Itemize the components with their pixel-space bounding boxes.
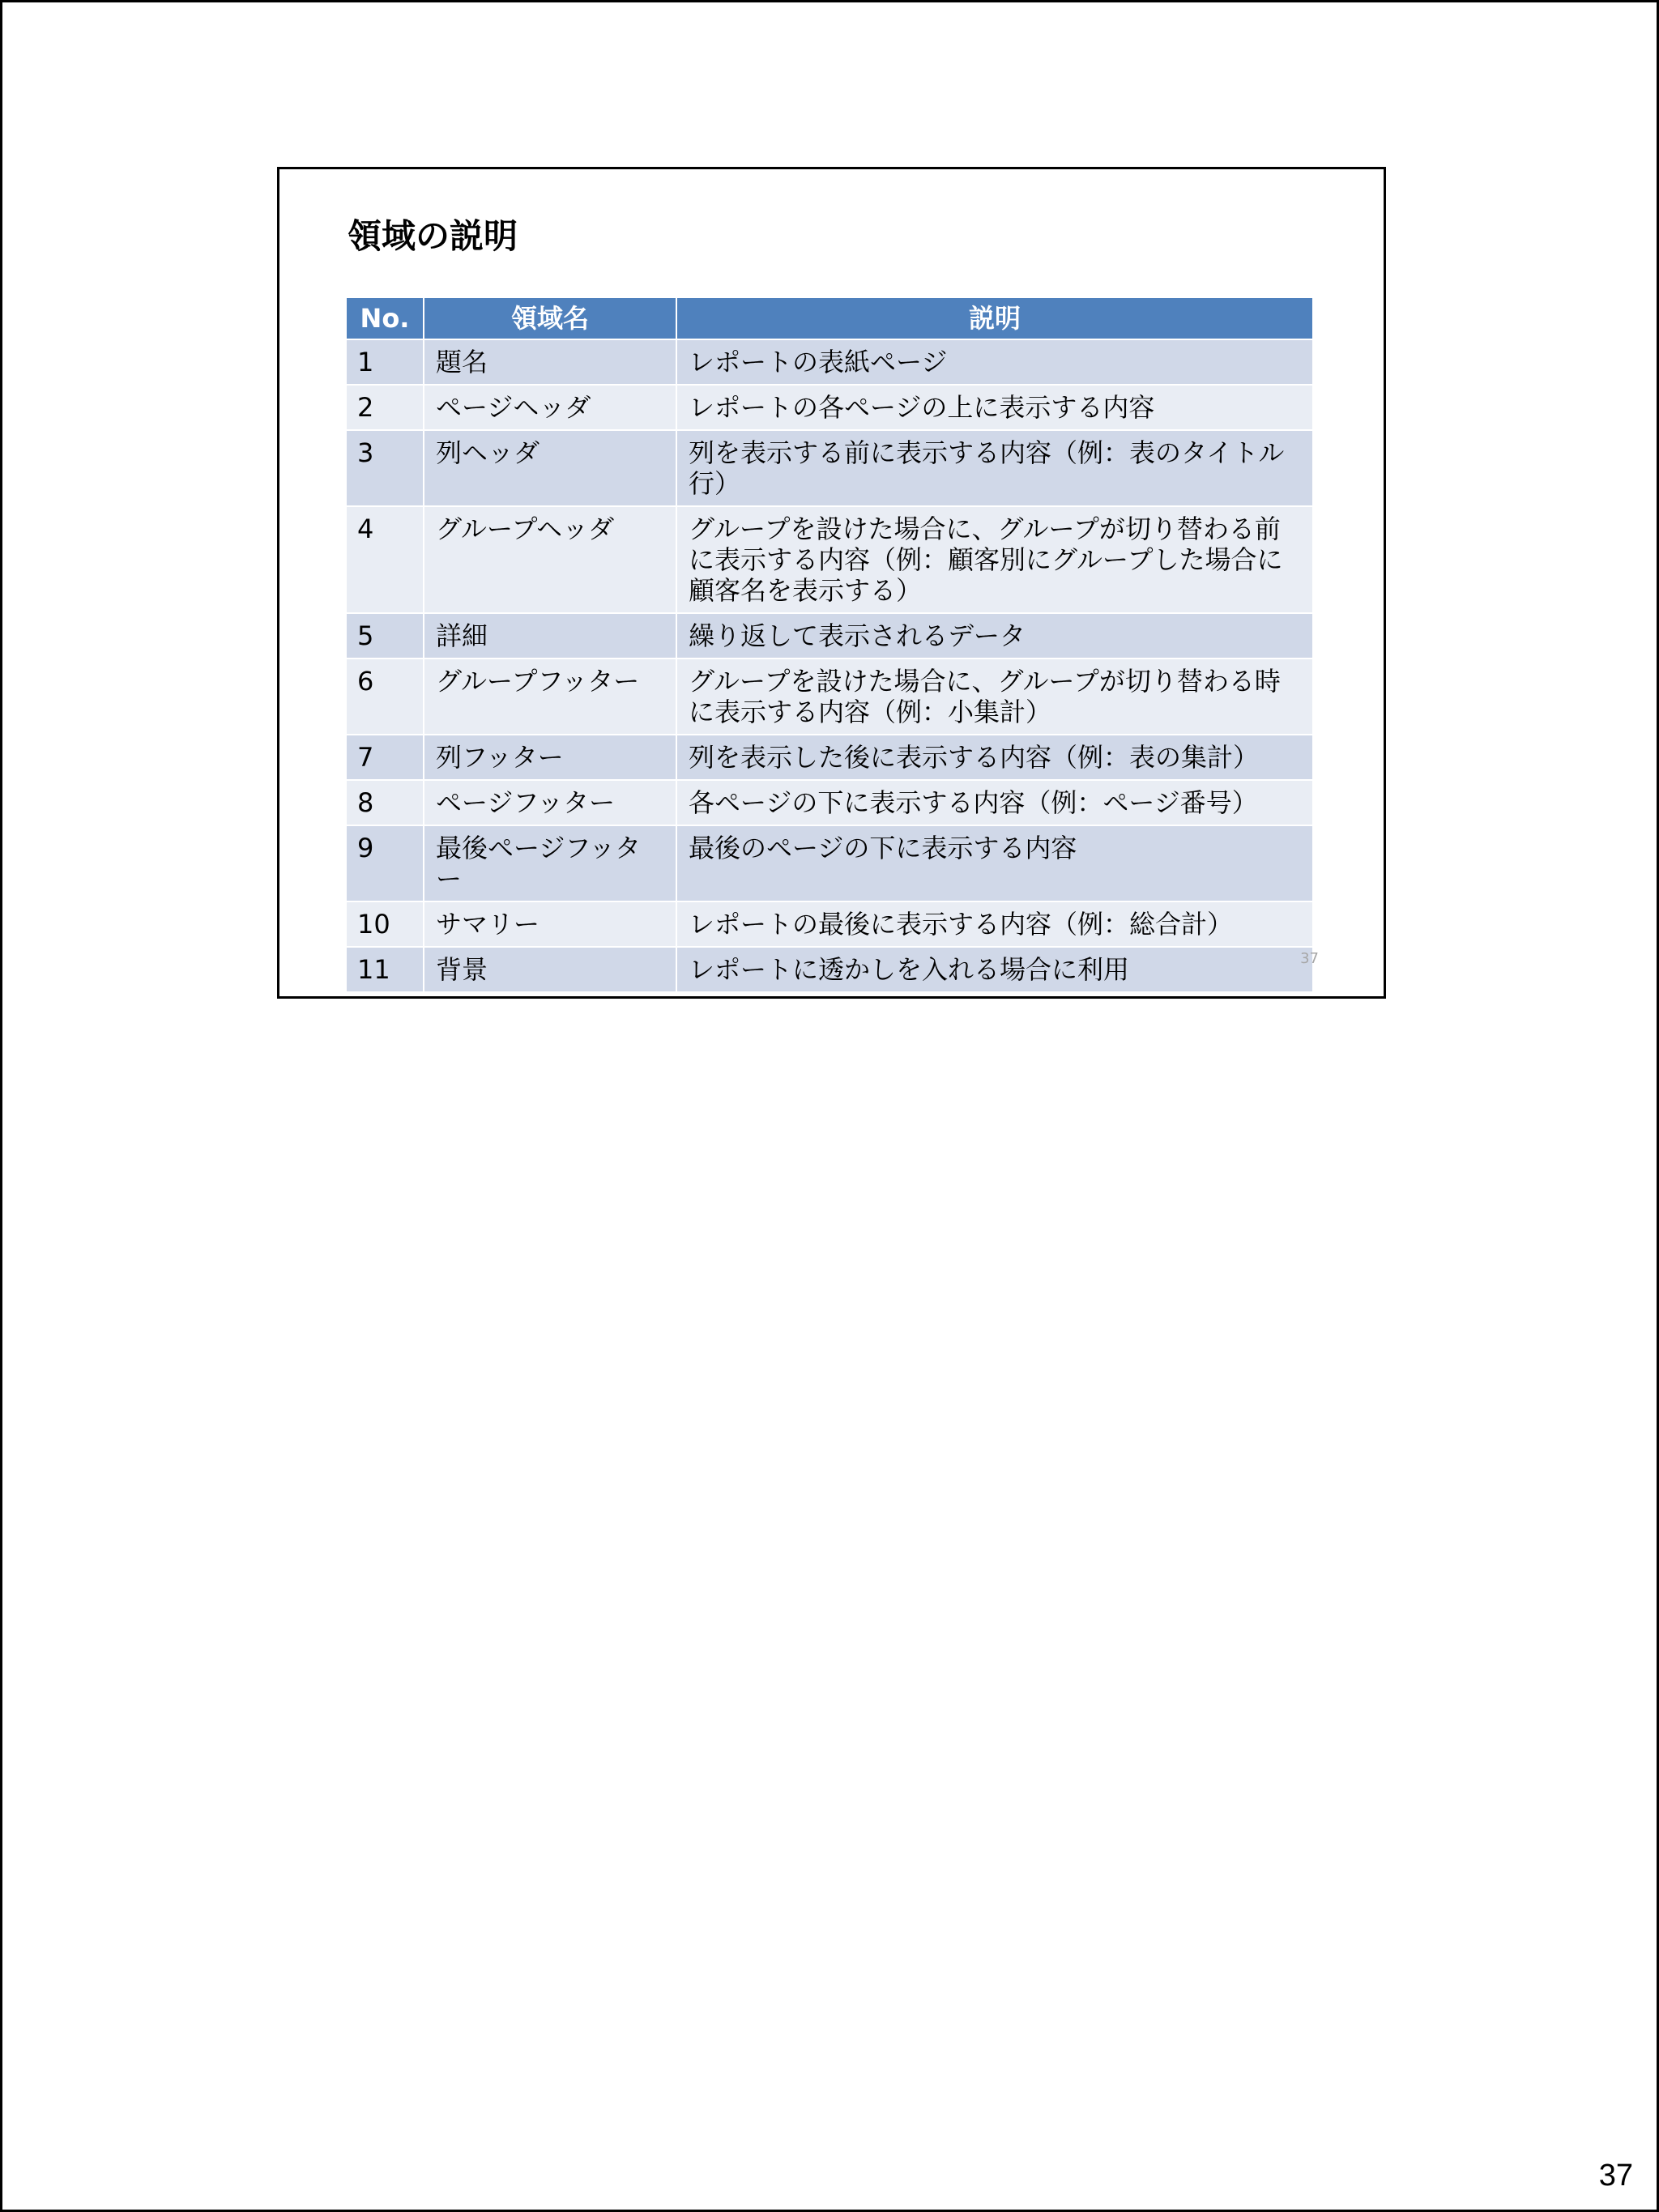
- row-description: グループを設けた場合に、グループが切り替わる時に表示する内容（例：小集計）: [676, 658, 1313, 735]
- table-row: [346, 901, 1313, 947]
- row-no: 3: [346, 430, 424, 506]
- header-area-name: 領域名: [424, 297, 676, 339]
- table-row: [346, 613, 1313, 658]
- row-no: 2: [346, 385, 424, 430]
- area-table: [345, 296, 1314, 993]
- row-description: 列を表示する前に表示する内容（例：表のタイトル行）: [676, 430, 1313, 506]
- table-row: [346, 385, 1313, 430]
- row-area-name: ページフッター: [424, 780, 676, 825]
- row-description: 最後のページの下に表示する内容: [676, 825, 1313, 901]
- row-no: 8: [346, 780, 424, 825]
- row-description: 各ページの下に表示する内容（例：ページ番号）: [676, 780, 1313, 825]
- row-area-name: グループヘッダ: [424, 506, 676, 613]
- row-description: レポートの各ページの上に表示する内容: [676, 385, 1313, 430]
- row-area-name: 詳細: [424, 613, 676, 658]
- table-row: [346, 735, 1313, 780]
- row-area-name: 列ヘッダ: [424, 430, 676, 506]
- table-row: [346, 339, 1313, 385]
- row-no: 9: [346, 825, 424, 901]
- row-description: グループを設けた場合に、グループが切り替わる前に表示する内容（例：顧客別にグループした場合に顧客名を表示する）: [676, 506, 1313, 613]
- slide-number: 37: [1300, 950, 1319, 967]
- row-area-name: サマリー: [424, 901, 676, 947]
- row-description: レポートに透かしを入れる場合に利用: [676, 947, 1313, 992]
- table-row: [346, 825, 1313, 901]
- row-description: 繰り返して表示されるデータ: [676, 613, 1313, 658]
- row-area-name: グループフッター: [424, 658, 676, 735]
- table-header-row: [346, 297, 1313, 339]
- row-area-name: 題名: [424, 339, 676, 385]
- table-row: [346, 780, 1313, 825]
- row-description: 列を表示した後に表示する内容（例：表の集計）: [676, 735, 1313, 780]
- row-area-name: 背景: [424, 947, 676, 992]
- row-no: 10: [346, 901, 424, 947]
- slide: [277, 167, 1386, 999]
- row-description: レポートの表紙ページ: [676, 339, 1313, 385]
- row-area-name: 最後ページフッター: [424, 825, 676, 901]
- row-no: 6: [346, 658, 424, 735]
- row-no: 1: [346, 339, 424, 385]
- row-description: レポートの最後に表示する内容（例：総合計）: [676, 901, 1313, 947]
- row-no: 4: [346, 506, 424, 613]
- slide-title: 領域の説明: [348, 216, 518, 256]
- table-row: [346, 506, 1313, 613]
- table-row: [346, 430, 1313, 506]
- header-description: 説明: [676, 297, 1313, 339]
- row-no: 7: [346, 735, 424, 780]
- row-no: 11: [346, 947, 424, 992]
- row-area-name: ページヘッダ: [424, 385, 676, 430]
- row-no: 5: [346, 613, 424, 658]
- table-row: [346, 947, 1313, 992]
- header-no: No.: [346, 297, 424, 339]
- row-area-name: 列フッター: [424, 735, 676, 780]
- table-row: [346, 658, 1313, 735]
- page-number: 37: [1598, 2159, 1633, 2193]
